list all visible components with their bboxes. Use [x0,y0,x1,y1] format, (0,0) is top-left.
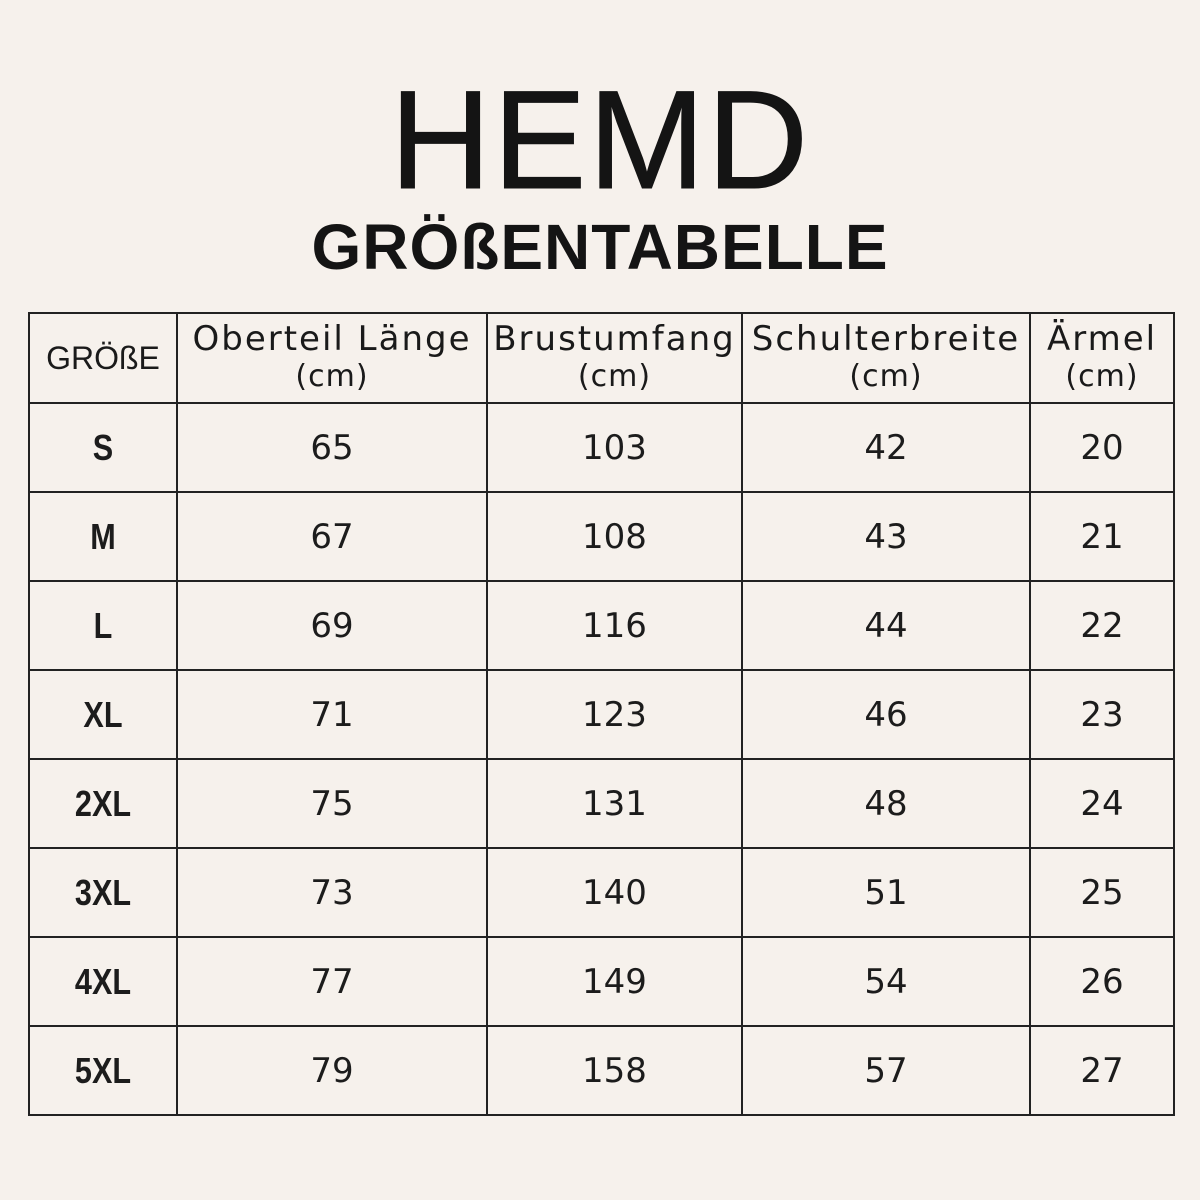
sleeve-cell: 27 [1030,1026,1174,1115]
table-row [29,403,1174,492]
table-header-row [29,313,1174,403]
header-size-label: GRÖßE [46,340,160,376]
sleeve-cell: 22 [1030,581,1174,670]
header-chest [487,313,742,403]
table-row [29,759,1174,848]
table-row [29,848,1174,937]
header-shoulder-label: Schulterbreite [751,319,1021,359]
size-cell: 4XL [40,937,166,1026]
header-length [177,313,487,403]
header-shoulder [742,313,1030,403]
sleeve-cell: 25 [1030,848,1174,937]
header-sleeve-unit: (cm) [1065,359,1139,394]
size-cell: 3XL [40,848,166,937]
length-cell: 75 [177,759,487,848]
length-cell: 67 [177,492,487,581]
sleeve-cell: 26 [1030,937,1174,1026]
length-cell: 73 [177,848,487,937]
chest-cell: 116 [487,581,742,670]
shoulder-cell: 44 [742,581,1030,670]
header-shoulder-unit: (cm) [849,359,923,394]
shoulder-cell: 46 [742,670,1030,759]
shoulder-cell: 57 [742,1026,1030,1115]
header-size [29,313,177,403]
shoulder-cell: 43 [742,492,1030,581]
size-cell: L [40,581,166,670]
table-row [29,670,1174,759]
header-chest-label: Brustumfang [493,319,736,359]
page-subtitle: GRÖßENTABELLE [311,211,889,283]
table-row [29,581,1174,670]
length-cell: 71 [177,670,487,759]
length-cell: 65 [177,403,487,492]
length-cell: 69 [177,581,487,670]
sleeve-cell: 20 [1030,403,1174,492]
chest-cell: 149 [487,937,742,1026]
chest-cell: 103 [487,403,742,492]
table-row [29,492,1174,581]
table-row [29,1026,1174,1115]
chest-cell: 123 [487,670,742,759]
table-row [29,937,1174,1026]
page-title: HEMD [389,61,811,218]
shoulder-cell: 54 [742,937,1030,1026]
header-sleeve-label: Ärmel [1046,319,1158,359]
chest-cell: 158 [487,1026,742,1115]
length-cell: 79 [177,1026,487,1115]
shoulder-cell: 48 [742,759,1030,848]
shoulder-cell: 42 [742,403,1030,492]
size-cell: XL [40,670,166,759]
header-chest-unit: (cm) [577,359,652,394]
shoulder-cell: 51 [742,848,1030,937]
header-length-label: Oberteil Länge [192,319,472,359]
sleeve-cell: 21 [1030,492,1174,581]
header-sleeve [1030,313,1174,403]
size-chart-table [28,312,1175,1116]
size-cell: 2XL [40,759,166,848]
size-cell: S [40,403,166,492]
sleeve-cell: 23 [1030,670,1174,759]
chest-cell: 108 [487,492,742,581]
size-cell: M [40,492,166,581]
sleeve-cell: 24 [1030,759,1174,848]
length-cell: 77 [177,937,487,1026]
size-cell: 5XL [40,1026,166,1115]
header-length-unit: (cm) [295,359,369,394]
chest-cell: 131 [487,759,742,848]
chest-cell: 140 [487,848,742,937]
